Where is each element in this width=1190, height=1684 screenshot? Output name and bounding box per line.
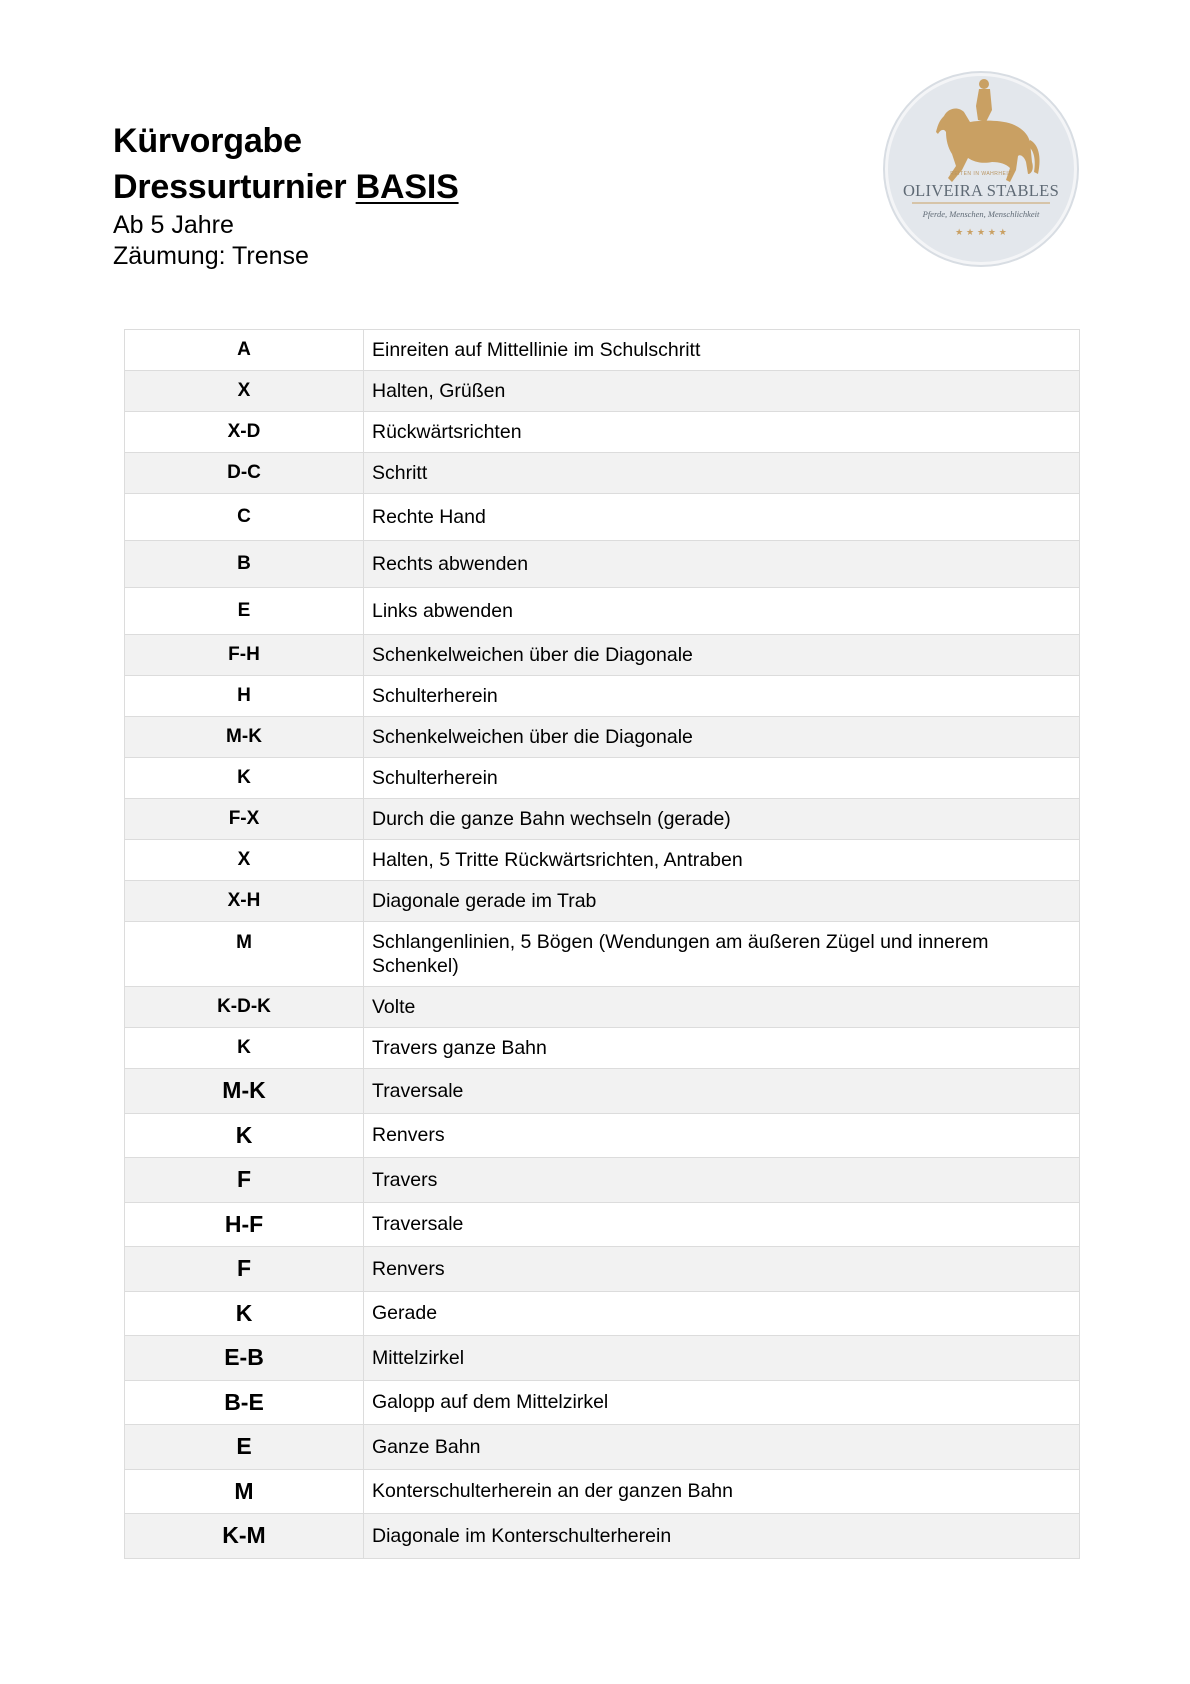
movement-cell: Durch die ganze Bahn wechseln (gerade) xyxy=(364,799,1080,840)
movement-cell: Traversale xyxy=(364,1202,1080,1247)
letter-cell: K xyxy=(125,1291,364,1336)
document-title: Kürvorgabe xyxy=(113,122,302,160)
movement-cell: Schenkelweichen über die Diagonale xyxy=(364,635,1080,676)
movement-cell: Rückwärtsrichten xyxy=(364,412,1080,453)
table-row xyxy=(125,922,1080,987)
movement-cell: Diagonale im Konterschulterherein xyxy=(364,1514,1080,1559)
letter-cell: K xyxy=(125,758,364,799)
movement-cell: Gerade xyxy=(364,1291,1080,1336)
letter-cell: M xyxy=(125,922,364,987)
table-row xyxy=(125,1158,1080,1203)
table-row xyxy=(125,541,1080,588)
table-row xyxy=(125,1113,1080,1158)
movement-cell: Travers xyxy=(364,1158,1080,1203)
table-row xyxy=(125,1425,1080,1470)
table-row xyxy=(125,717,1080,758)
table-row xyxy=(125,1069,1080,1114)
movement-cell: Halten, Grüßen xyxy=(364,371,1080,412)
letter-cell: K-D-K xyxy=(125,987,364,1028)
kuer-table-container xyxy=(124,329,1079,1559)
movement-cell: Rechts abwenden xyxy=(364,541,1080,588)
table-row xyxy=(125,494,1080,541)
table-row xyxy=(125,840,1080,881)
letter-cell: D-C xyxy=(125,453,364,494)
movement-cell: Volte xyxy=(364,987,1080,1028)
movement-cell: Travers ganze Bahn xyxy=(364,1028,1080,1069)
letter-cell: C xyxy=(125,494,364,541)
table-row xyxy=(125,1028,1080,1069)
movement-cell: Links abwenden xyxy=(364,588,1080,635)
letter-cell: F-X xyxy=(125,799,364,840)
movement-cell: Einreiten auf Mittellinie im Schulschritt xyxy=(364,330,1080,371)
letter-cell: M-K xyxy=(125,717,364,758)
letter-cell: B-E xyxy=(125,1380,364,1425)
table-row xyxy=(125,1247,1080,1292)
letter-cell: K xyxy=(125,1113,364,1158)
table-row xyxy=(125,371,1080,412)
letter-cell: H-F xyxy=(125,1202,364,1247)
table-row xyxy=(125,987,1080,1028)
movement-cell: Diagonale gerade im Trab xyxy=(364,881,1080,922)
logo-stars: ★ ★ ★ ★ ★ xyxy=(955,228,1007,238)
kuer-table xyxy=(124,329,1080,1559)
movement-cell: Rechte Hand xyxy=(364,494,1080,541)
document-header xyxy=(113,118,459,272)
logo-tagline: Pferde, Menschen, Menschlichkeit xyxy=(922,209,1040,219)
movement-cell: Ganze Bahn xyxy=(364,1425,1080,1470)
movement-cell: Mittelzirkel xyxy=(364,1336,1080,1381)
table-row xyxy=(125,330,1080,371)
table-row xyxy=(125,1291,1080,1336)
table-row xyxy=(125,881,1080,922)
movement-cell: Halten, 5 Tritte Rückwärtsrichten, Antraben xyxy=(364,840,1080,881)
table-row xyxy=(125,1469,1080,1514)
letter-cell: F xyxy=(125,1158,364,1203)
letter-cell: K-M xyxy=(125,1514,364,1559)
letter-cell: M-K xyxy=(125,1069,364,1114)
table-row xyxy=(125,412,1080,453)
oliveira-stables-logo xyxy=(882,70,1080,268)
logo-svg xyxy=(882,70,1080,268)
table-row xyxy=(125,799,1080,840)
movement-cell: Schulterherein xyxy=(364,758,1080,799)
letter-cell: F-H xyxy=(125,635,364,676)
kuer-table-body xyxy=(125,330,1080,1559)
table-row xyxy=(125,1336,1080,1381)
subtitle-prefix: Dressurturnier xyxy=(113,168,356,206)
level-label: BASIS xyxy=(355,168,459,206)
table-row xyxy=(125,453,1080,494)
age-requirement: Ab 5 Jahre xyxy=(113,211,234,239)
letter-cell: A xyxy=(125,330,364,371)
letter-cell: K xyxy=(125,1028,364,1069)
movement-cell: Galopp auf dem Mittelzirkel xyxy=(364,1380,1080,1425)
letter-cell: H xyxy=(125,676,364,717)
table-row xyxy=(125,588,1080,635)
movement-cell: Schlangenlinien, 5 Bögen (Wendungen am äußeren Zügel und innerem Schenkel) xyxy=(364,922,1080,987)
letter-cell: X-H xyxy=(125,881,364,922)
letter-cell: M xyxy=(125,1469,364,1514)
movement-cell: Schenkelweichen über die Diagonale xyxy=(364,717,1080,758)
table-row xyxy=(125,1514,1080,1559)
letter-cell: B xyxy=(125,541,364,588)
letter-cell: X-D xyxy=(125,412,364,453)
logo-top-text: REITEN IN WAHRHEIT xyxy=(950,171,1012,177)
letter-cell: E xyxy=(125,1425,364,1470)
movement-cell: Schritt xyxy=(364,453,1080,494)
letter-cell: F xyxy=(125,1247,364,1292)
letter-cell: E xyxy=(125,588,364,635)
table-row xyxy=(125,758,1080,799)
movement-cell: Konterschulterherein an der ganzen Bahn xyxy=(364,1469,1080,1514)
logo-name: OLIVEIRA STABLES xyxy=(902,181,1060,200)
letter-cell: E-B xyxy=(125,1336,364,1381)
document-subtitle xyxy=(113,164,459,210)
table-row xyxy=(125,676,1080,717)
movement-cell: Schulterherein xyxy=(364,676,1080,717)
letter-cell: X xyxy=(125,371,364,412)
letter-cell: X xyxy=(125,840,364,881)
movement-cell: Traversale xyxy=(364,1069,1080,1114)
table-row xyxy=(125,635,1080,676)
bridle-requirement: Zäumung: Trense xyxy=(113,242,309,270)
movement-cell: Renvers xyxy=(364,1113,1080,1158)
table-row xyxy=(125,1380,1080,1425)
table-row xyxy=(125,1202,1080,1247)
movement-cell: Renvers xyxy=(364,1247,1080,1292)
